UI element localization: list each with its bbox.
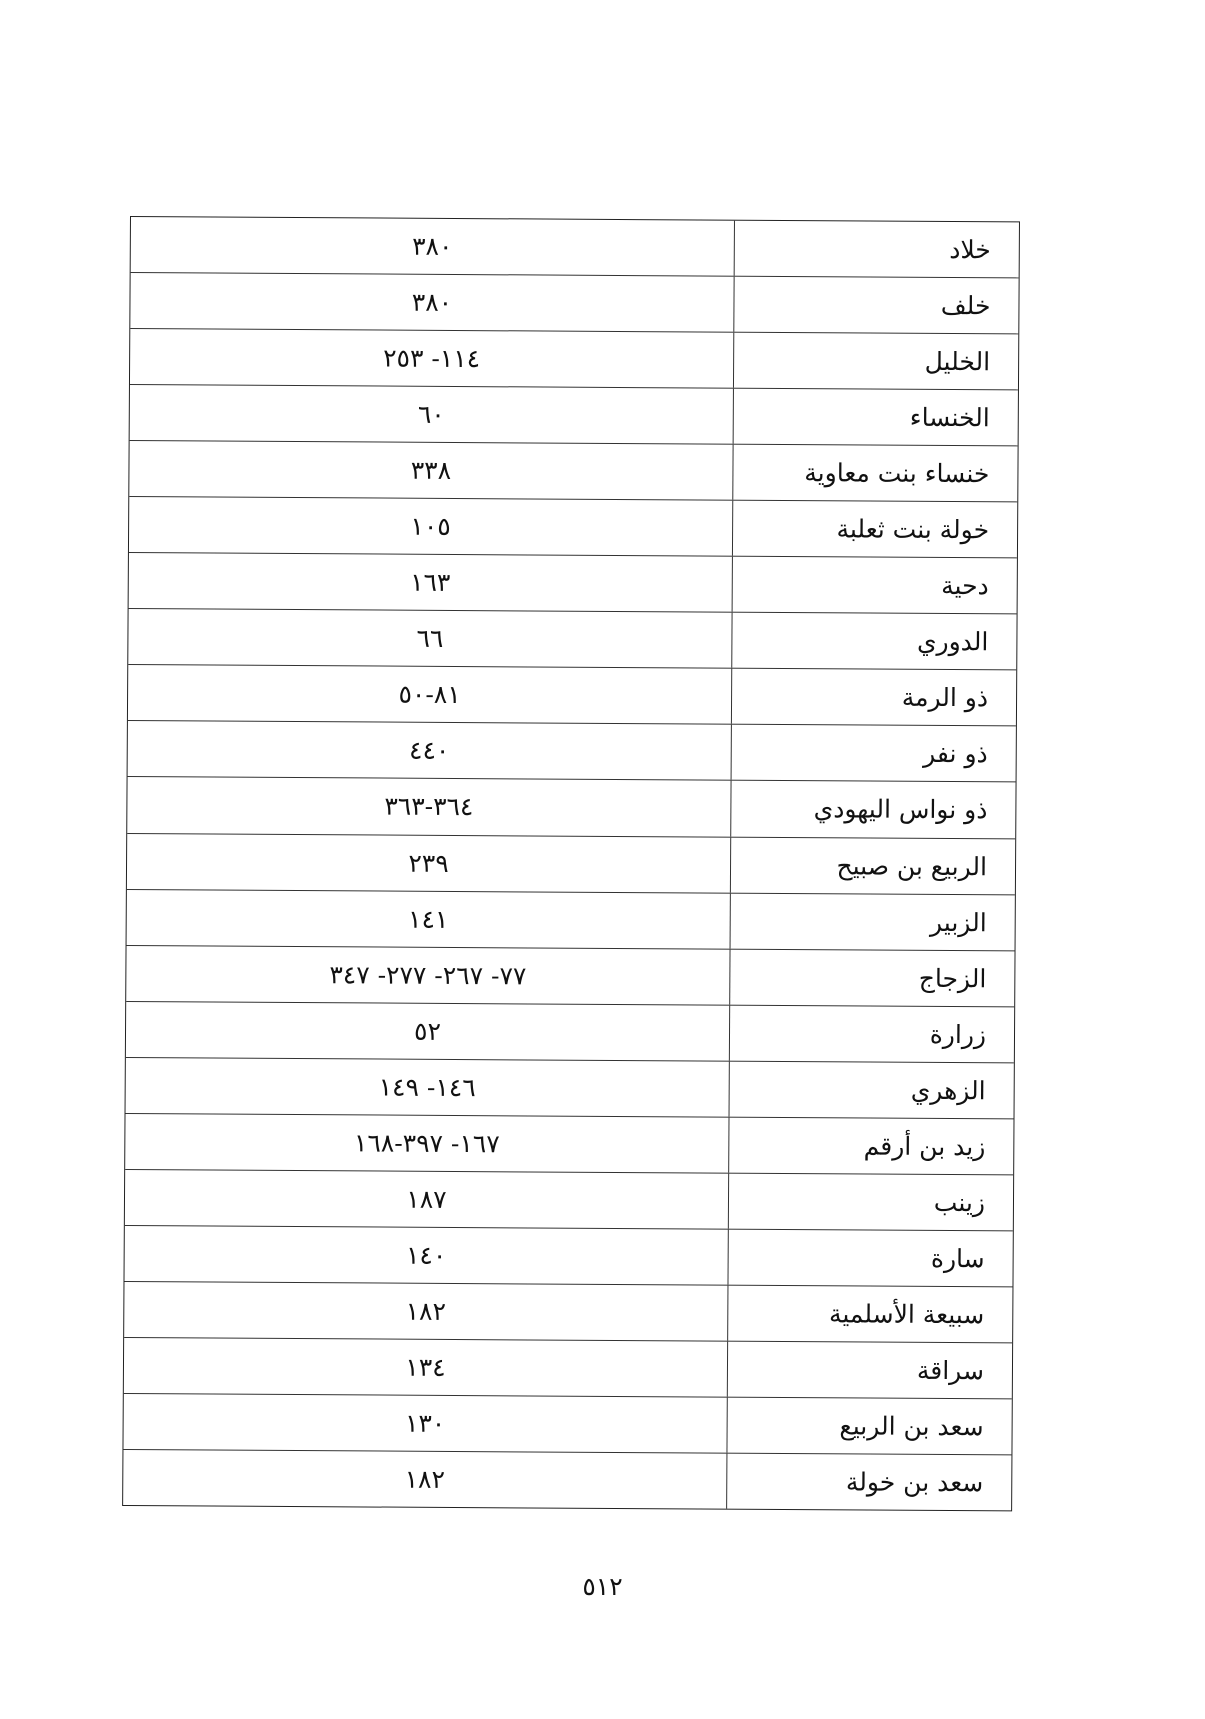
name-cell: سارة [727,1230,1012,1287]
name-cell: خولة بنت ثعلبة [732,501,1017,558]
table-row [130,385,1018,446]
name-cell: الزبير [730,893,1015,950]
name-cell: ذو الرمة [731,669,1016,726]
pages-cell: ١٨٢ [405,1296,447,1326]
pages-cell: ٦٠ [417,399,445,430]
pages-cell: ١٣٤ [405,1352,446,1382]
table-row [126,1002,1014,1063]
page-number: ٥١٢ [582,1572,623,1601]
pages-cell: ٧٧- ٢٦٧- ٢٧٧- ٣٤٧ [329,959,527,991]
index-table [122,216,1020,1511]
pages-cell: ٣٣٨ [410,455,452,486]
table-row [131,217,1019,278]
pages-cell: ١٤٦- ١٤٩ [378,1072,476,1102]
table-row [126,946,1014,1007]
table-row [124,1282,1012,1343]
name-cell: ذو نفر [731,725,1016,782]
pages-cell: ٤٤٠ [409,736,450,766]
name-cell: سعد بن الربيع [726,1398,1011,1455]
table-row [130,273,1018,334]
table-row [126,1058,1014,1119]
name-cell: خنساء بنت معاوية [732,445,1017,502]
table-row [130,329,1018,390]
name-cell: سبيعة الأسلمية [727,1286,1012,1343]
table-row [129,553,1017,614]
table-row [128,721,1016,782]
name-cell: الزجاج [729,949,1014,1006]
pages-cell: ١٦٣ [410,568,451,598]
name-cell: خلاد [734,221,1019,278]
pages-cell: ٣٨٠ [411,287,453,318]
name-cell: زيد بن أرقم [728,1117,1013,1174]
pages-cell: ٦٦ [416,624,444,654]
table-row [125,1170,1013,1231]
pages-cell: ١٤١ [407,904,449,934]
pages-cell: ١١٤- ٢٥٣ [383,343,481,374]
name-cell: الربيع بن صبيح [730,837,1015,894]
pages-cell: ١٣٠ [404,1408,446,1438]
name-cell: دحية [732,557,1017,614]
name-cell: سراقة [727,1342,1012,1399]
table-row [128,609,1016,670]
pages-cell: ١٦٧- ٣٩٧-١٦٨ [353,1128,500,1159]
pages-cell: ٨١-٥٠ [398,680,461,710]
pages-cell: ١٨٢ [404,1464,446,1494]
pages-cell: ٣٦٤-٣٦٣ [384,792,474,822]
table-row [129,441,1017,502]
table-row [127,890,1015,951]
pages-cell: ١٠٥ [410,511,451,542]
name-cell: زرارة [729,1005,1014,1062]
table-row [123,1394,1011,1455]
table-row [123,1450,1011,1510]
table-row [127,834,1015,895]
name-cell: ذو نواس اليهودي [730,781,1015,838]
table-row [124,1338,1012,1399]
name-cell: الخليل [733,333,1018,390]
name-cell: زينب [728,1173,1013,1230]
table-row [125,1114,1013,1175]
pages-cell: ١٤٠ [405,1240,447,1270]
pages-cell: ٣٨٠ [412,231,453,261]
pages-cell: ١٨٧ [406,1184,447,1214]
table-row [129,497,1017,558]
table-row [128,665,1016,726]
name-cell: خلف [733,277,1018,334]
pages-cell: ٥٢ [414,1016,442,1046]
pages-cell: ٢٣٩ [408,848,449,878]
table-row [124,1226,1012,1287]
name-cell: الخنساء [733,389,1018,446]
table-row [127,777,1015,838]
name-cell: الدوري [731,613,1016,670]
name-cell: سعد بن خولة [726,1454,1011,1511]
name-cell: الزهري [729,1061,1014,1118]
